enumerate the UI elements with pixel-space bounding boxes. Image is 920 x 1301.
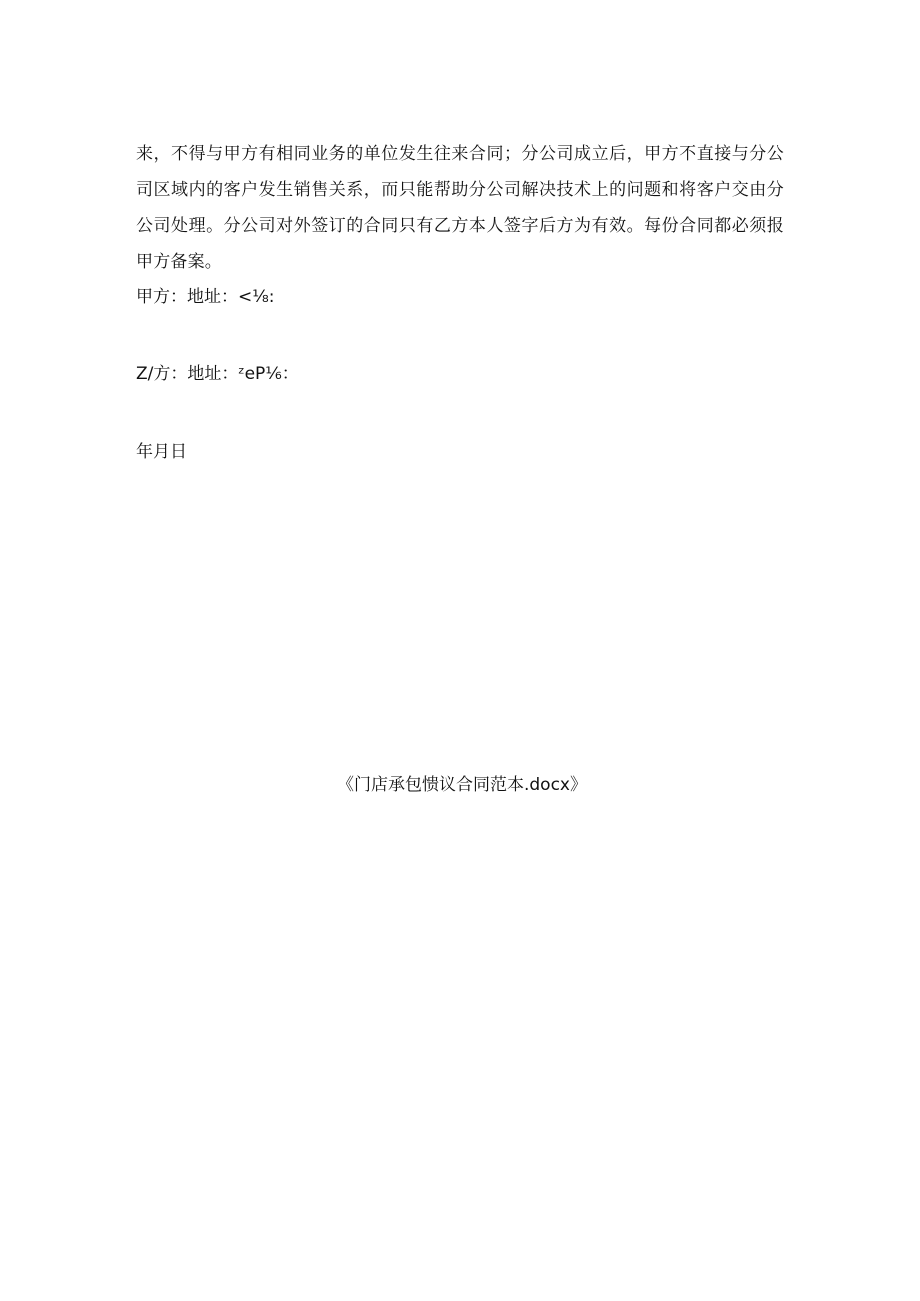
party-b-address-line: Z/方：地址：ᶻeP⅙： [136, 364, 299, 384]
signature-date-line: 年月日 [136, 442, 187, 462]
contract-clause-paragraph: 来，不得与甲方有相同业务的单位发生往来合同；分公司成立后，甲方不直接与分公司区域内的客户发生销售关系，而只能帮助分公司解决技术上的问题和将客户交由分公司处理。分公司对外签订的合同只有乙方本人签字后方为有效。每份合同都必须报甲方备案。 [136, 144, 784, 272]
document-footer-title: 《门店承包愦议合同范本.docx》 [336, 775, 587, 795]
party-a-address-line: 甲方：地址：<⅛: [136, 287, 275, 307]
